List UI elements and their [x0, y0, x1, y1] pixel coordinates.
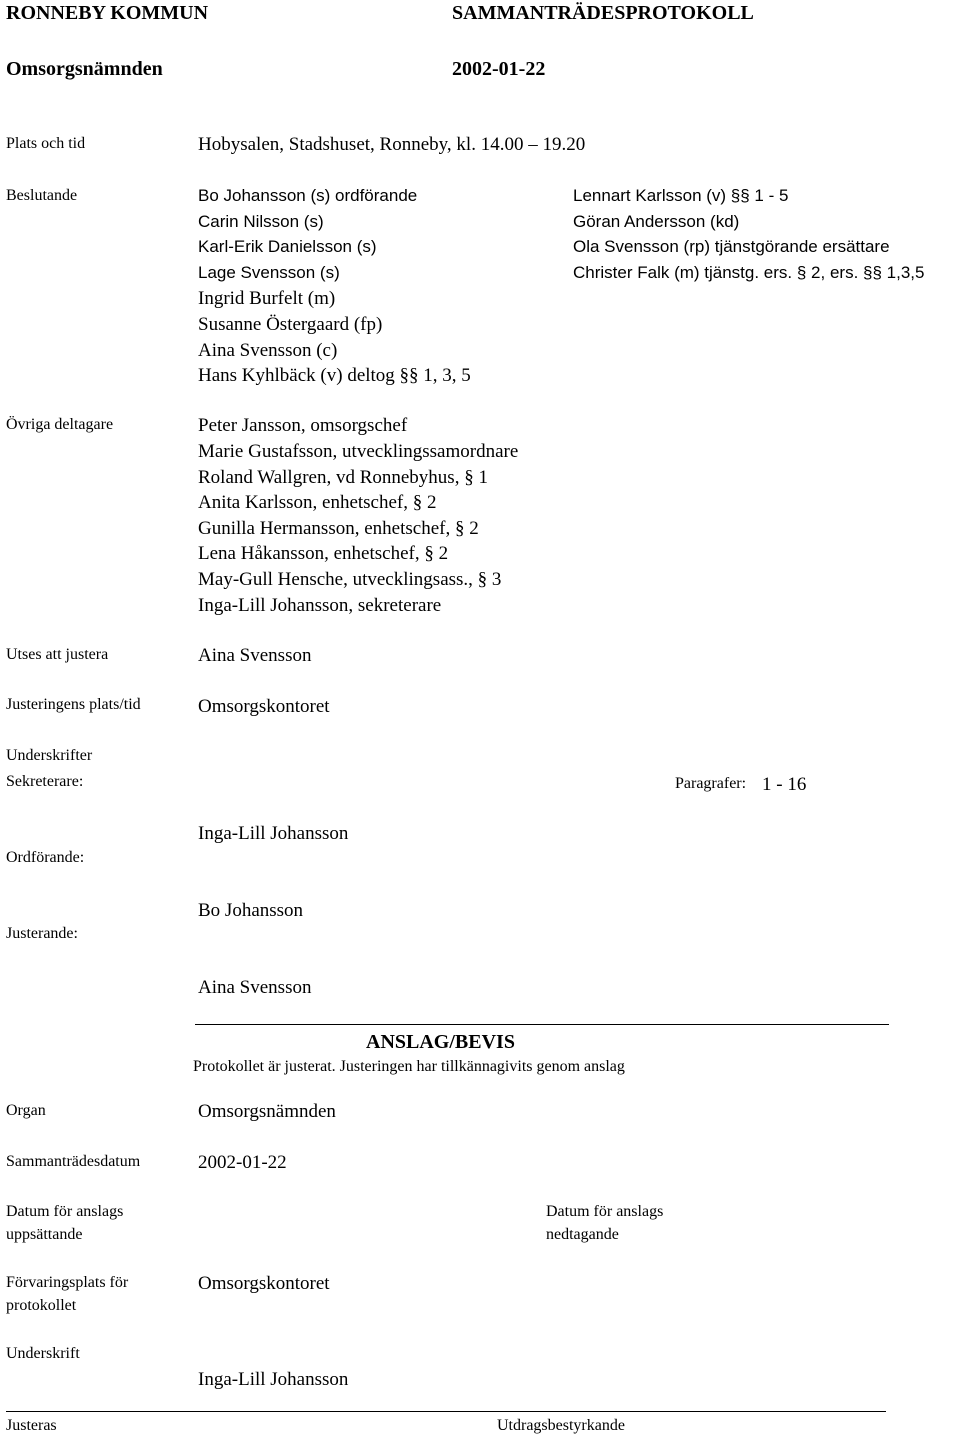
chair-label: Ordförande: [6, 849, 85, 866]
list-item: Lennart Karlsson (v) §§ 1 - 5 [573, 186, 789, 205]
list-item: Inga-Lill Johansson, sekreterare [198, 595, 442, 616]
signatures-heading: Underskrifter [6, 747, 93, 764]
list-item: Göran Andersson (kd) [573, 212, 740, 231]
adjust-place-label: Justeringens plats/tid [6, 696, 141, 713]
list-item: May-Gull Hensche, utvecklingsass., § 3 [198, 569, 502, 590]
org-name: RONNEBY KOMMUN [6, 2, 209, 24]
adjuster-label: Utses att justera [6, 646, 109, 663]
notice-text: Protokollet är justerat. Justeringen har tillkännagivits genom anslag [193, 1058, 625, 1075]
list-item: Anita Karlsson, enhetschef, § 2 [198, 492, 437, 513]
footer-left: Justeras [6, 1417, 57, 1434]
list-item: Christer Falk (m) tjänstg. ers. § 2, ers. §§ 1,3,5 [573, 263, 925, 282]
secretary-name: Inga-Lill Johansson [198, 823, 349, 844]
organ-label: Organ [6, 1102, 46, 1119]
list-item: Bo Johansson (s) ordförande [198, 186, 418, 205]
notice-title: ANSLAG/BEVIS [366, 1031, 515, 1053]
footer-divider [6, 1411, 886, 1412]
list-item: Lage Svensson (s) [198, 263, 340, 282]
signature-name: Inga-Lill Johansson [198, 1369, 349, 1390]
removal-date-label-1: Datum för anslags [546, 1203, 664, 1220]
storage-label-2: protokollet [6, 1297, 77, 1314]
notice-divider [195, 1024, 889, 1025]
footer-right: Utdragsbestyrkande [497, 1417, 625, 1434]
deciding-label: Beslutande [6, 187, 78, 204]
adjuster-value: Aina Svensson [198, 645, 312, 666]
meeting-date: 2002-01-22 [452, 58, 546, 80]
place-time-label: Plats och tid [6, 135, 86, 152]
paragraphs-label: Paragrafer: [675, 775, 747, 792]
posting-date-label-2: uppsättande [6, 1226, 83, 1243]
list-item: Carin Nilsson (s) [198, 212, 324, 231]
list-item: Roland Wallgren, vd Ronnebyhus, § 1 [198, 467, 488, 488]
list-item: Ingrid Burfelt (m) [198, 288, 336, 309]
chair-name: Bo Johansson [198, 900, 304, 921]
list-item: Hans Kyhlbäck (v) deltog §§ 1, 3, 5 [198, 365, 471, 386]
meeting-date-label: Sammanträdesdatum [6, 1153, 141, 1170]
document-type: SAMMANTRÄDESPROTOKOLL [452, 2, 754, 24]
list-item: Gunilla Hermansson, enhetschef, § 2 [198, 518, 479, 539]
posting-date-label-1: Datum för anslags [6, 1203, 124, 1220]
list-item: Lena Håkansson, enhetschef, § 2 [198, 543, 449, 564]
adjust-place-value: Omsorgskontoret [198, 696, 330, 717]
list-item: Karl-Erik Danielsson (s) [198, 237, 377, 256]
adjuster-name: Aina Svensson [198, 977, 312, 998]
list-item: Susanne Östergaard (fp) [198, 314, 383, 335]
organ-value: Omsorgsnämnden [198, 1101, 336, 1122]
list-item: Peter Jansson, omsorgschef [198, 415, 408, 436]
committee-name: Omsorgsnämnden [6, 58, 163, 80]
storage-label-1: Förvaringsplats för [6, 1274, 129, 1291]
list-item: Marie Gustafsson, utvecklingssamordnare [198, 441, 519, 462]
list-item: Ola Svensson (rp) tjänstgörande ersättare [573, 237, 890, 256]
adjuster-sign-label: Justerande: [6, 925, 78, 942]
place-time-value: Hobysalen, Stadshuset, Ronneby, kl. 14.00 – 19.20 [198, 134, 586, 155]
removal-date-label-2: nedtagande [546, 1226, 619, 1243]
other-participants-label: Övriga deltagare [6, 416, 114, 433]
storage-value: Omsorgskontoret [198, 1273, 330, 1294]
signature-label: Underskrift [6, 1345, 80, 1362]
secretary-label: Sekreterare: [6, 773, 84, 790]
meeting-date-value: 2002-01-22 [198, 1152, 287, 1173]
paragraphs-value: 1 - 16 [762, 774, 807, 795]
list-item: Aina Svensson (c) [198, 340, 338, 361]
